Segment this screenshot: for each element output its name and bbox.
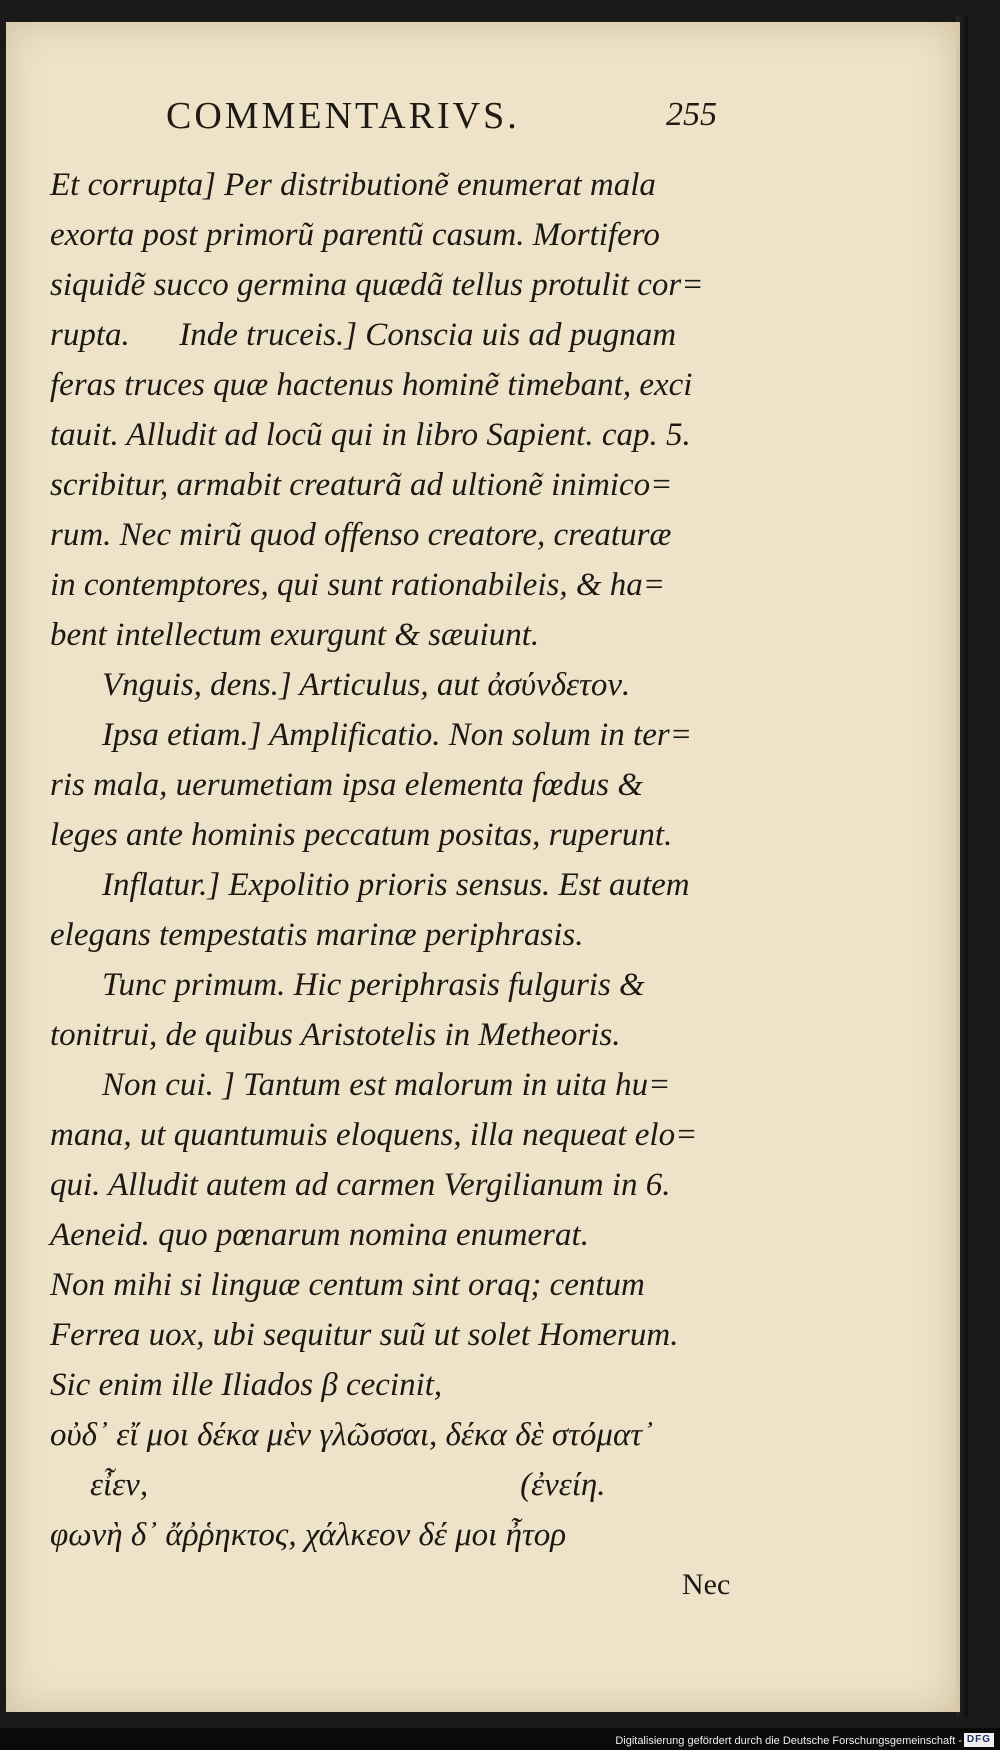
- verse-line: Ferrea uox, ubi sequitur suũ ut solet Homerum.: [50, 1317, 679, 1353]
- greek-fragment: εἶεν,: [90, 1467, 149, 1503]
- text-line: Ipsa etiam.] Amplificatio. Non solum in ter=: [102, 717, 692, 753]
- text-line: leges ante hominis peccatum positas, ruperunt.: [50, 817, 673, 853]
- text-line: ris mala, uerumetiam ipsa elementa fœdus &: [50, 767, 644, 803]
- running-title: COMMENTARIVS.: [166, 95, 520, 137]
- text-line: Et corrupta] Per distributionẽ enumerat mala: [50, 167, 656, 203]
- text-line: qui. Alludit autem ad carmen Vergilianum in 6.: [50, 1167, 671, 1203]
- text-line: feras truces quæ hactenus hominẽ timebant, exci: [50, 367, 693, 403]
- funding-credit: Digitalisierung gefördert durch die Deutsche Forschungsgemeinschaft -: [615, 1735, 962, 1747]
- text-line: Tunc primum. Hic periphrasis fulguris &: [102, 967, 645, 1003]
- text-line: rum. Nec mirũ quod offenso creatore, creaturæ: [50, 517, 672, 553]
- text-line: Inflatur.] Expolitio prioris sensus. Est autem: [102, 867, 690, 903]
- greek-fragment: (ἐνείη.: [520, 1467, 606, 1503]
- footer-bar: [0, 1728, 1000, 1750]
- dfg-logo: DFG: [964, 1733, 994, 1747]
- text-line: Vnguis, dens.] Articulus, aut ἀσύνδετον.: [102, 667, 631, 703]
- greek-verse-continuation: [50, 1460, 750, 1510]
- text-line: elegans tempestatis marinæ periphrasis.: [50, 917, 584, 953]
- page-number: 255: [666, 96, 717, 133]
- text-line: Sic enim ille Iliados β cecinit,: [50, 1367, 443, 1403]
- catchword: Nec: [682, 1568, 731, 1601]
- text-line: tauit. Alludit ad locũ qui in libro Sapient. cap. 5.: [50, 417, 691, 453]
- book-page: [6, 22, 960, 1712]
- text-line: scribitur, armabit creaturã ad ultionẽ inimico=: [50, 467, 673, 503]
- text-line: rupta. Inde truceis.] Conscia uis ad pugnam: [50, 317, 677, 353]
- greek-verse-line: φωνὴ δ᾽ ἄῤῥηκτος, χάλκεον δέ μοι ἦτορ: [50, 1517, 567, 1553]
- running-header: [6, 94, 956, 144]
- text-line: Aeneid. quo pœnarum nomina enumerat.: [50, 1217, 589, 1253]
- text-line: exorta post primorũ parentũ casum. Mortifero: [50, 217, 660, 253]
- verse-line: Non mihi si linguæ centum sint oraq; centum: [50, 1267, 645, 1303]
- text-line: Non cui. ] Tantum est malorum in uita hu=: [102, 1067, 671, 1103]
- text-line: in contemptores, qui sunt rationabileis, & ha=: [50, 567, 666, 603]
- text-line: tonitrui, de quibus Aristotelis in Metheoris.: [50, 1017, 621, 1053]
- greek-verse-line: οὐδ᾽ εἴ μοι δέκα μὲν γλῶσσαι, δέκα δὲ στόματ᾽: [50, 1417, 654, 1453]
- text-line: bent intellectum exurgunt & sæuiunt.: [50, 617, 540, 653]
- commentary-text: [50, 160, 750, 1610]
- text-line: siquidẽ succo germina quædã tellus protulit cor=: [50, 267, 704, 303]
- text-line: mana, ut quantumuis eloquens, illa nequeat elo=: [50, 1117, 698, 1153]
